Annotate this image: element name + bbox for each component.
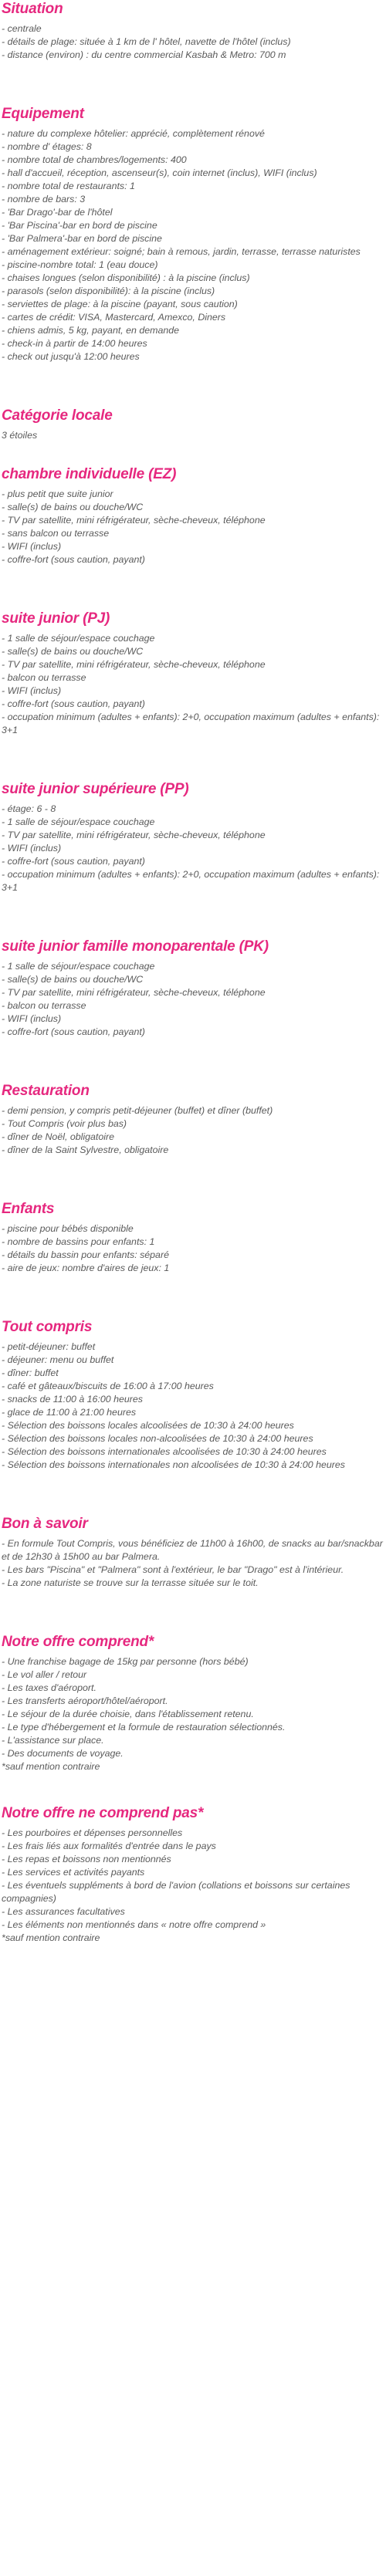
list-item: - coffre-fort (sous caution, payant) [2,1026,145,1037]
section-title: Catégorie locale [2,407,113,424]
list-item: - centrale [2,23,42,34]
section-tout-compris [2,1318,384,1472]
list-item: - WIFI (inclus) [2,685,62,696]
list-item: - coffre-fort (sous caution, payant) [2,698,145,709]
section-list [2,1537,384,1590]
list-item: - Les taxes d'aéroport. [2,1682,96,1693]
list-item: - chaises longues (selon disponibilité) : à la piscine (inclus) [2,272,250,283]
section-list [2,1222,384,1275]
list-item: - Sélection des boissons locales non-alcoolisées de 10:30 à 24:00 heures [2,1433,313,1444]
list-item: - Le séjour de la durée choisie, dans l'établissement retenu. [2,1709,254,1719]
list-item: - Les pourboires et dépenses personnelles [2,1827,183,1838]
list-item: - balcon ou terrasse [2,1000,86,1011]
section-situation [2,0,384,62]
list-item: - Les assurances facultatives [2,1906,125,1917]
list-item: - Tout Compris (voir plus bas) [2,1118,127,1129]
list-item: - étage: 6 - 8 [2,803,56,814]
section-chambre-individuelle [2,465,384,566]
list-item: - demi pension, y compris petit-déjeuner (buffet) et dîner (buffet) [2,1105,273,1116]
list-item: - check-in à partir de 14:00 heures [2,338,147,349]
section-list [2,22,384,62]
section-enfants [2,1200,384,1275]
list-item: - WIFI (inclus) [2,541,62,552]
section-title: Notre offre ne comprend pas* [2,1805,204,1821]
list-item: - nombre total de restaurants: 1 [2,181,135,191]
list-item: - dîner de la Saint Sylvestre, obligatoire [2,1144,169,1155]
list-item: - glace de 11:00 à 21:00 heures [2,1407,137,1418]
section-offre-ne-comprend-pas [2,1804,384,1945]
list-item: - piscine-nombre total: 1 (eau douce) [2,259,158,270]
section-list [2,632,384,737]
list-item: - snacks de 11:00 à 16:00 heures [2,1394,143,1405]
section-suite-junior-famille [2,938,384,1039]
list-item: - TV par satellite, mini réfrigérateur, sèche-cheveux, téléphone [2,659,266,670]
list-item: - Les repas et boissons non mentionnés [2,1854,171,1864]
section-title: Restauration [2,1083,90,1099]
section-list [2,1827,384,1945]
list-item: - sans balcon ou terrasse [2,528,110,539]
section-offre-comprend [2,1633,384,1773]
list-item: - En formule Tout Compris, vous bénéficiez de 11h00 à 16h00, de snacks au bar/snackbar et de 12h30 à 15h00 au bar Palmera. [2,1538,383,1562]
list-item: - distance (environ) : du centre commercial Kasbah & Metro: 700 m [2,49,286,60]
section-list [2,803,384,894]
list-item: - détails du bassin pour enfants: séparé [2,1249,169,1260]
list-item: - occupation minimum (adultes + enfants): 2+0, occupation maximum (adultes + enfants): 3+1 [2,869,380,893]
list-item: - salle(s) de bains ou douche/WC [2,974,144,985]
list-item: - nombre de bars: 3 [2,194,86,205]
list-item: - 'Bar Palmera'-bar en bord de piscine [2,233,162,244]
list-item: - Le type d'hébergement et la formule de restauration sélectionnés. [2,1722,286,1733]
list-item: - dîner: buffet [2,1367,59,1378]
list-item: - 1 salle de séjour/espace couchage [2,816,155,827]
list-item: - hall d'accueil, réception, ascenseur(s), coin internet (inclus), WIFI (inclus) [2,167,317,178]
section-suite-junior [2,610,384,737]
list-item: - Les bars "Piscina" et "Palmera" sont à l'extérieur, le bar "Drago" est à l'intérieur. [2,1564,344,1575]
section-suite-junior-superieure [2,780,384,894]
list-item: - coffre-fort (sous caution, payant) [2,856,145,867]
section-title: Enfants [2,1201,55,1217]
list-item: - 'Bar Piscina'-bar en bord de piscine [2,220,157,231]
list-item: - Les éléments non mentionnés dans « notre offre comprend » [2,1919,266,1930]
section-bon-a-savoir [2,1515,384,1590]
list-item: *sauf mention contraire [2,1932,100,1943]
section-title: Situation [2,1,63,17]
list-item: - 'Bar Drago'-bar de l'hôtel [2,207,113,218]
section-title: suite junior famille monoparentale (PK) [2,938,269,955]
list-item: 3 étoiles [2,430,38,441]
section-list [2,127,384,363]
section-title: suite junior (PJ) [2,610,110,627]
list-item: - déjeuner: menu ou buffet [2,1354,114,1365]
list-item: - parasols (selon disponibilité): à la piscine (inclus) [2,286,215,296]
list-item: - Sélection des boissons locales alcoolisées de 10:30 à 24:00 heures [2,1420,294,1431]
list-item: - Les frais liés aux formalités d'entrée dans le pays [2,1841,216,1851]
list-item: - piscine pour bébés disponible [2,1223,134,1234]
list-item: - chiens admis, 5 kg, payant, en demande [2,325,180,336]
list-item: - Les transferts aéroport/hôtel/aéroport. [2,1695,168,1706]
section-categorie-locale [2,407,384,442]
section-title: chambre individuelle (EZ) [2,466,177,482]
list-item: - aménagement extérieur: soigné; bain à remous, jardin, terrasse, terrasse naturistes [2,246,361,257]
list-item: - coffre-fort (sous caution, payant) [2,554,145,565]
list-item: - Le vol aller / retour [2,1669,87,1680]
list-item: - 1 salle de séjour/espace couchage [2,633,155,644]
list-item: - WIFI (inclus) [2,1013,62,1024]
list-item: - 1 salle de séjour/espace couchage [2,961,155,972]
section-title: Bon à savoir [2,1516,88,1532]
list-item: - nombre total de chambres/logements: 400 [2,154,187,165]
section-list [2,1340,384,1472]
list-item: - Des documents de voyage. [2,1748,124,1759]
list-item: - Une franchise bagage de 15kg par personne (hors bébé) [2,1656,249,1667]
section-title: Notre offre comprend* [2,1634,154,1650]
list-item: - nombre d' étages: 8 [2,141,92,152]
section-restauration [2,1082,384,1157]
list-item: - nombre de bassins pour enfants: 1 [2,1236,155,1247]
list-item: - TV par satellite, mini réfrigérateur, sèche-cheveux, téléphone [2,515,266,526]
list-item: - occupation minimum (adultes + enfants): 2+0, occupation maximum (adultes + enfants): 3+1 [2,712,380,735]
list-item: - La zone naturiste se trouve sur la terrasse située sur le toit. [2,1577,259,1588]
list-item: - Les éventuels suppléments à bord de l'avion (collations et boissons sur certaines compagnies) [2,1880,350,1904]
list-item: - Les services et activités payants [2,1867,145,1878]
section-title: Equipement [2,106,84,122]
list-item: - TV par satellite, mini réfrigérateur, sèche-cheveux, téléphone [2,987,266,998]
list-item: - aire de jeux: nombre d'aires de jeux: 1 [2,1263,170,1273]
list-item: - Sélection des boissons internationales non alcoolisées de 10:30 à 24:00 heures [2,1459,345,1470]
section-list [2,488,384,566]
list-item: - cartes de crédit: VISA, Mastercard, Amexco, Diners [2,312,226,323]
list-item: - salle(s) de bains ou douche/WC [2,502,144,512]
list-item: - petit-déjeuner: buffet [2,1341,96,1352]
list-item: - Sélection des boissons internationales alcoolisées de 10:30 à 24:00 heures [2,1446,327,1457]
list-item: - salle(s) de bains ou douche/WC [2,646,144,657]
list-item: - L'assistance sur place. [2,1735,104,1746]
list-item: - nature du complexe hôtelier: apprécié, complètement rénové [2,128,265,139]
list-item: - WIFI (inclus) [2,843,62,854]
section-title: Tout compris [2,1319,93,1335]
section-equipement [2,105,384,363]
section-list [2,429,384,442]
list-item: - détails de plage: située à 1 km de l' hôtel, navette de l'hôtel (inclus) [2,36,291,47]
list-item: - check out jusqu'à 12:00 heures [2,351,140,362]
list-item: - TV par satellite, mini réfrigérateur, sèche-cheveux, téléphone [2,830,266,840]
section-list [2,1655,384,1773]
section-list [2,1104,384,1157]
section-title: suite junior supérieure (PP) [2,781,189,797]
list-item: - plus petit que suite junior [2,488,113,499]
list-item: - café et gâteaux/biscuits de 16:00 à 17:00 heures [2,1381,214,1391]
list-item: - serviettes de plage: à la piscine (payant, sous caution) [2,299,238,309]
list-item: - dîner de Noël, obligatoire [2,1131,115,1142]
section-list [2,960,384,1039]
list-item: - balcon ou terrasse [2,672,86,683]
list-item: *sauf mention contraire [2,1761,100,1772]
